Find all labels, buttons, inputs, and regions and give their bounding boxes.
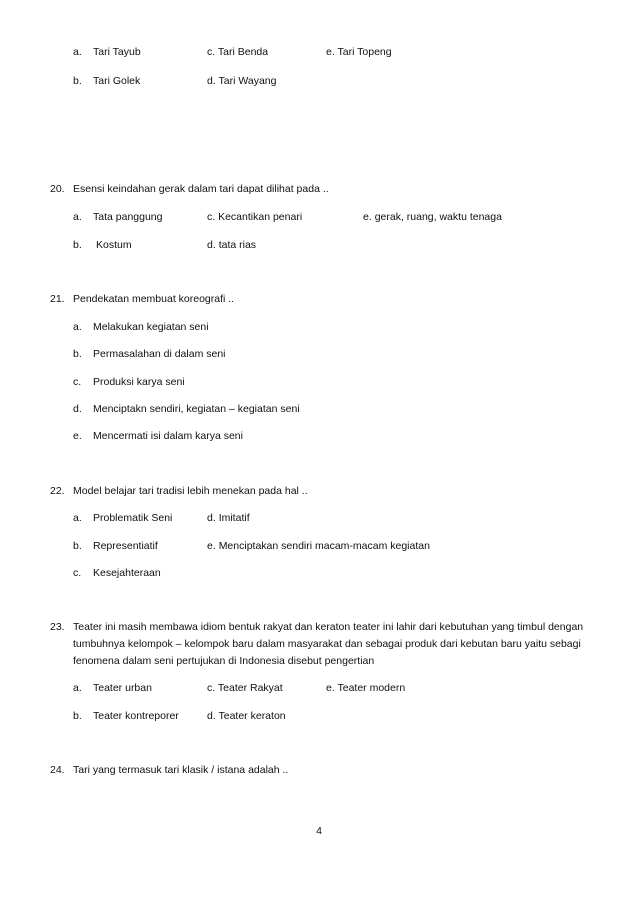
option-label: b. (73, 710, 82, 722)
option-label: b. (73, 239, 82, 251)
option-text: e. Teater modern (326, 682, 406, 694)
option-text: e. Menciptakan sendiri macam-macam kegiatan (207, 540, 430, 552)
question-text: Pendekatan membuat koreografi .. (73, 293, 235, 305)
option-text: Teater kontreporer (93, 710, 179, 722)
question-text: Model belajar tari tradisi lebih menekan pada hal .. (73, 485, 308, 497)
question-number: 21. (50, 293, 65, 305)
option-text: Kesejahteraan (93, 567, 161, 579)
question-text: Tari yang termasuk tari klasik / istana adalah .. (73, 764, 289, 776)
option-text: Kostum (96, 239, 132, 251)
option-text: d. Tari Wayang (207, 75, 277, 87)
option-label: a. (73, 211, 82, 223)
question-number: 20. (50, 183, 65, 195)
option-text: d. Imitatif (207, 512, 250, 524)
option-label: a. (73, 682, 82, 694)
option-text: c. Teater Rakyat (207, 682, 283, 694)
option-label: d. (73, 403, 82, 415)
option-label: a. (73, 46, 82, 58)
question-number: 23. (50, 621, 65, 633)
option-label: e. (73, 430, 82, 442)
option-label: b. (73, 540, 82, 552)
option-label: a. (73, 512, 82, 524)
option-text: Tata panggung (93, 211, 163, 223)
option-label: b. (73, 75, 82, 87)
option-text: Produksi karya seni (93, 376, 185, 388)
question-text: Esensi keindahan gerak dalam tari dapat dilihat pada .. (73, 183, 329, 195)
option-text: d. Teater keraton (207, 710, 286, 722)
option-text: Tari Tayub (93, 46, 141, 58)
option-text: c. Kecantikan penari (207, 211, 303, 223)
option-label: a. (73, 321, 82, 333)
question-text: Teater ini masih membawa idiom bentuk rakyat dan keraton teater ini lahir dari kebutuhan yang timbul dengan tumbuhnya kelompok – kelompok baru dalam masyarakat dan sebagai produk dari kebutan baru yaitu sebagi fenomena dalam seni pertujukan di Indonesia disebut pengertian (73, 621, 584, 667)
option-label: b. (73, 348, 82, 360)
option-text: c. Tari Benda (207, 46, 269, 58)
option-text: Mencermati isi dalam karya seni (93, 430, 243, 442)
option-label: c. (73, 376, 82, 388)
option-text: Tari Golek (93, 75, 141, 87)
option-text: Problematik Seni (93, 512, 173, 524)
question-number: 24. (50, 764, 65, 776)
option-text: Menciptakn sendiri, kegiatan – kegiatan seni (93, 403, 300, 415)
option-text: e. gerak, ruang, waktu tenaga (363, 211, 502, 223)
page-number: 4 (316, 825, 322, 837)
option-text: e. Tari Topeng (326, 46, 392, 58)
option-label: c. (73, 567, 82, 579)
option-text: Representiatif (93, 540, 158, 552)
option-text: Teater urban (93, 682, 152, 694)
question-number: 22. (50, 485, 65, 497)
option-text: Permasalahan di dalam seni (93, 348, 226, 360)
option-text: d. tata rias (207, 239, 257, 251)
option-text: Melakukan kegiatan seni (93, 321, 209, 333)
